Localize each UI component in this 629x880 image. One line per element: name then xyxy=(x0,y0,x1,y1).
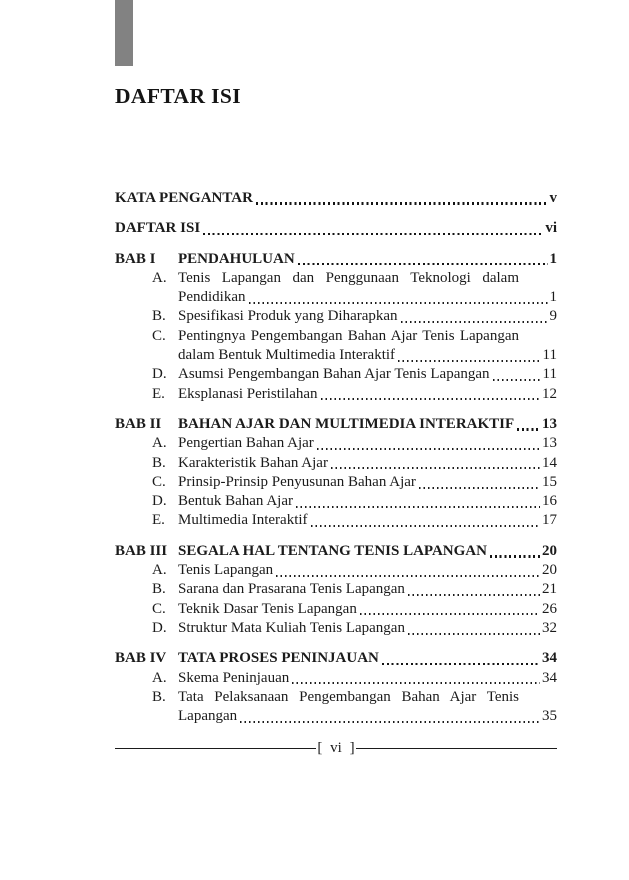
toc-sub-row xyxy=(115,580,557,599)
toc-sub-row xyxy=(115,434,557,453)
toc-sub-row xyxy=(115,600,557,619)
dot-leader xyxy=(321,398,540,400)
toc-page-number: 13 xyxy=(542,435,557,452)
toc-sub-row xyxy=(115,688,557,707)
toc-entry-title: KATA PENGANTAR xyxy=(115,190,253,206)
dot-leader xyxy=(360,613,540,615)
toc-page-number: 1 xyxy=(549,289,557,306)
toc-item-text: Teknik Dasar Tenis Lapangan xyxy=(178,600,357,617)
table-of-contents xyxy=(115,189,557,726)
toc-item-letter: D. xyxy=(152,366,167,383)
toc-chapter-row xyxy=(115,415,557,434)
toc-item-text: Tenis Lapangan dan Penggunaan Teknologi dalam xyxy=(178,269,519,286)
toc-sub-row xyxy=(115,365,557,384)
toc-sub-row-continuation xyxy=(115,707,557,726)
toc-page-number: 32 xyxy=(542,619,557,636)
page-footer xyxy=(115,739,557,757)
toc-item-letter: B. xyxy=(152,308,166,325)
toc-item-letter: D. xyxy=(152,493,167,510)
dot-leader xyxy=(317,448,540,450)
dot-leader xyxy=(401,321,548,323)
page-title: DAFTAR ISI xyxy=(115,84,242,108)
toc-front-row xyxy=(115,219,557,238)
toc-sub-row xyxy=(115,492,557,511)
toc-chapter-label: BAB III xyxy=(115,542,168,559)
toc-page-number: 20 xyxy=(542,542,557,559)
toc-item-letter: B. xyxy=(152,688,166,705)
dot-leader xyxy=(256,202,548,204)
toc-sub-row xyxy=(115,269,557,288)
toc-page-number: 15 xyxy=(542,473,557,490)
toc-item-letter: E. xyxy=(152,512,165,529)
dot-leader xyxy=(298,263,548,265)
dot-leader xyxy=(240,721,540,723)
toc-page-number: 21 xyxy=(542,581,557,598)
toc-page-number: 12 xyxy=(542,385,557,402)
toc-page-number: 9 xyxy=(549,308,557,325)
toc-chapter-label: BAB II xyxy=(115,415,162,432)
toc-sub-row xyxy=(115,619,557,638)
toc-item-letter: B. xyxy=(152,581,166,598)
toc-item-text: Karakteristik Bahan Ajar xyxy=(178,454,328,471)
toc-sub-row xyxy=(115,307,557,326)
toc-item-letter: D. xyxy=(152,619,167,636)
toc-page-number: 17 xyxy=(542,512,557,529)
toc-chapter-row xyxy=(115,250,557,269)
toc-item-text: Asumsi Pengembangan Bahan Ajar Tenis Lapangan xyxy=(178,366,490,383)
toc-item-letter: A. xyxy=(152,269,167,286)
toc-entry-title: DAFTAR ISI xyxy=(115,220,201,237)
toc-item-letter: A. xyxy=(152,435,167,452)
toc-item-letter: A. xyxy=(152,562,167,579)
toc-entry-title: PENDAHULUAN xyxy=(178,250,295,267)
dot-leader xyxy=(296,506,540,508)
toc-sub-row xyxy=(115,385,557,404)
toc-entry-title: BAHAN AJAR DAN MULTIMEDIA INTERAKTIF xyxy=(178,415,515,432)
toc-item-letter: B. xyxy=(152,454,166,471)
toc-item-text: Pentingnya Pengembangan Bahan Ajar Tenis Lapangan xyxy=(178,327,519,344)
toc-sub-row xyxy=(115,561,557,580)
toc-page-number: 1 xyxy=(549,250,557,267)
toc-item-letter: A. xyxy=(152,669,167,686)
toc-sub-row xyxy=(115,669,557,688)
toc-page-number: 14 xyxy=(542,454,557,471)
toc-chapter-row xyxy=(115,542,557,561)
toc-item-text: Multimedia Interaktif xyxy=(178,512,308,529)
toc-page-number: 11 xyxy=(542,366,557,383)
toc-item-letter: C. xyxy=(152,600,166,617)
toc-entry-title: TATA PROSES PENINJAUAN xyxy=(178,650,379,667)
toc-page-number: 13 xyxy=(542,415,557,432)
toc-sub-row xyxy=(115,327,557,346)
dot-leader xyxy=(419,487,540,489)
dot-leader xyxy=(408,633,540,635)
toc-front-row xyxy=(115,189,557,208)
toc-item-text: Pengertian Bahan Ajar xyxy=(178,435,314,452)
toc-sub-row xyxy=(115,454,557,473)
toc-item-text: Eksplanasi Peristilahan xyxy=(178,385,318,402)
toc-entry-title: SEGALA HAL TENTANG TENIS LAPANGAN xyxy=(178,542,487,559)
toc-item-text: Tenis Lapangan xyxy=(178,562,274,579)
footer-rule-right xyxy=(356,748,557,749)
dot-leader xyxy=(490,555,540,557)
toc-page-number: v xyxy=(549,190,557,206)
dot-leader xyxy=(408,594,540,596)
toc-item-text: Prinsip-Prinsip Penyusunan Bahan Ajar xyxy=(178,473,416,490)
dot-leader xyxy=(331,467,540,469)
toc-item-text: Skema Peninjauan xyxy=(178,669,290,686)
dot-leader xyxy=(203,233,543,235)
toc-sub-row xyxy=(115,473,557,492)
toc-item-letter: C. xyxy=(152,473,166,490)
toc-page-number: vi xyxy=(545,220,557,237)
dot-leader xyxy=(276,575,540,577)
toc-page-number: 26 xyxy=(542,600,557,617)
toc-page-number: 11 xyxy=(542,347,557,364)
dot-leader xyxy=(517,428,540,430)
dot-leader xyxy=(493,379,541,381)
toc-chapter-row xyxy=(115,649,557,668)
toc-sub-row xyxy=(115,511,557,530)
toc-item-text: Pendidikan xyxy=(178,289,246,306)
toc-item-letter: E. xyxy=(152,385,165,402)
corner-bar-decoration xyxy=(115,0,133,66)
toc-item-text: Spesifikasi Produk yang Diharapkan xyxy=(178,308,398,325)
dot-leader xyxy=(382,663,540,665)
toc-page-number: 16 xyxy=(542,493,557,510)
footer-rule-left xyxy=(115,748,316,749)
toc-page-number: 20 xyxy=(542,562,557,579)
toc-item-text: Lapangan xyxy=(178,708,238,725)
toc-item-text: Bentuk Bahan Ajar xyxy=(178,493,293,510)
toc-item-text: Tata Pelaksanaan Pengembangan Bahan Ajar Tenis xyxy=(178,688,519,705)
dot-leader xyxy=(311,525,540,527)
toc-page-number: 34 xyxy=(542,650,557,667)
toc-item-text: Struktur Mata Kuliah Tenis Lapangan xyxy=(178,619,405,636)
toc-sub-row-continuation xyxy=(115,346,557,365)
toc-item-letter: C. xyxy=(152,327,166,344)
dot-leader xyxy=(292,682,540,684)
page-number-label: [ vi ] xyxy=(317,740,355,756)
toc-item-text: dalam Bentuk Multimedia Interaktif xyxy=(178,347,396,364)
toc-chapter-label: BAB I xyxy=(115,250,156,267)
dot-leader xyxy=(249,302,548,304)
toc-chapter-label: BAB IV xyxy=(115,650,167,667)
toc-page-number: 34 xyxy=(542,669,557,686)
toc-page-number: 35 xyxy=(542,708,557,725)
toc-sub-row-continuation xyxy=(115,288,557,307)
toc-item-text: Sarana dan Prasarana Tenis Lapangan xyxy=(178,581,405,598)
dot-leader xyxy=(398,360,541,362)
